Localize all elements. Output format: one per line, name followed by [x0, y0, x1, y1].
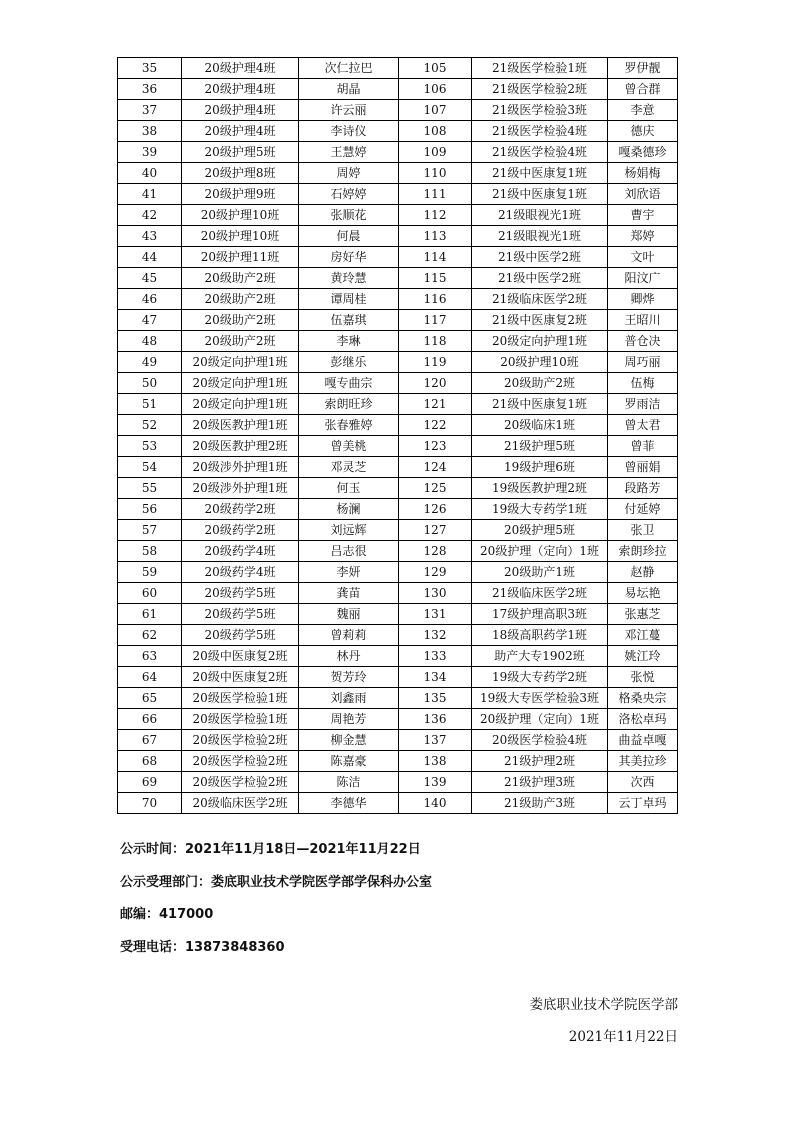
table-row: [118, 604, 678, 625]
student-name-cell: 普仓决: [608, 331, 678, 352]
row-number-cell: 127: [399, 520, 472, 541]
class-name-cell: 18级高职药学1班: [472, 625, 608, 646]
student-name-cell: 刘欣语: [608, 184, 678, 205]
row-number-cell: 124: [399, 457, 472, 478]
student-name-cell: 曾合群: [608, 79, 678, 100]
student-name-cell: 张春雅婷: [299, 415, 399, 436]
row-number-cell: 133: [399, 646, 472, 667]
student-name-cell: 伍梅: [608, 373, 678, 394]
student-name-cell: 邓江蔓: [608, 625, 678, 646]
class-name-cell: 20级护理5班: [472, 520, 608, 541]
student-name-cell: 曾菲: [608, 436, 678, 457]
row-number-cell: 55: [118, 478, 182, 499]
student-name-cell: 付延婷: [608, 499, 678, 520]
notice-phone: 受理电话：13873848360: [120, 940, 285, 955]
class-name-cell: 21级中医学2班: [472, 268, 608, 289]
table-row: [118, 751, 678, 772]
table-row: [118, 457, 678, 478]
row-number-cell: 37: [118, 100, 182, 121]
row-number-cell: 59: [118, 562, 182, 583]
row-number-cell: 135: [399, 688, 472, 709]
class-name-cell: 20级涉外护理1班: [182, 478, 299, 499]
row-number-cell: 131: [399, 604, 472, 625]
class-name-cell: 20级助产1班: [472, 562, 608, 583]
student-name-cell: 周艳芳: [299, 709, 399, 730]
class-name-cell: 20级医教护理1班: [182, 415, 299, 436]
row-number-cell: 49: [118, 352, 182, 373]
class-name-cell: 21级医学检验2班: [472, 79, 608, 100]
row-number-cell: 58: [118, 541, 182, 562]
student-name-cell: 易坛艳: [608, 583, 678, 604]
class-name-cell: 20级助产2班: [472, 373, 608, 394]
row-number-cell: 57: [118, 520, 182, 541]
roster-body: [118, 58, 678, 814]
class-name-cell: 21级医学检验3班: [472, 100, 608, 121]
table-row: [118, 667, 678, 688]
class-name-cell: 20级医学检验2班: [182, 730, 299, 751]
row-number-cell: 44: [118, 247, 182, 268]
row-number-cell: 136: [399, 709, 472, 730]
class-name-cell: 19级大专医学检验3班: [472, 688, 608, 709]
table-row: [118, 373, 678, 394]
class-name-cell: 20级护理11班: [182, 247, 299, 268]
student-name-cell: 谭周桂: [299, 289, 399, 310]
class-name-cell: 21级护理2班: [472, 751, 608, 772]
class-name-cell: 20级护理（定向）1班: [472, 709, 608, 730]
student-name-cell: 次西: [608, 772, 678, 793]
class-name-cell: 20级护理4班: [182, 100, 299, 121]
row-number-cell: 42: [118, 205, 182, 226]
class-name-cell: 19级大专药学1班: [472, 499, 608, 520]
class-name-cell: 21级中医学2班: [472, 247, 608, 268]
student-name-cell: 郑婷: [608, 226, 678, 247]
class-name-cell: 20级中医康复2班: [182, 646, 299, 667]
table-row: [118, 415, 678, 436]
student-name-cell: 李德华: [299, 793, 399, 814]
class-name-cell: 21级中医康复1班: [472, 184, 608, 205]
table-row: [118, 730, 678, 751]
table-row: [118, 100, 678, 121]
class-name-cell: 20级助产2班: [182, 268, 299, 289]
class-name-cell: 21级护理3班: [472, 772, 608, 793]
row-number-cell: 132: [399, 625, 472, 646]
row-number-cell: 113: [399, 226, 472, 247]
student-name-cell: 李诗仪: [299, 121, 399, 142]
student-name-cell: 文叶: [608, 247, 678, 268]
row-number-cell: 43: [118, 226, 182, 247]
table-row: [118, 436, 678, 457]
row-number-cell: 106: [399, 79, 472, 100]
row-number-cell: 52: [118, 415, 182, 436]
row-number-cell: 107: [399, 100, 472, 121]
table-row: [118, 268, 678, 289]
class-name-cell: 20级护理10班: [182, 226, 299, 247]
table-row: [118, 331, 678, 352]
student-name-cell: 何玉: [299, 478, 399, 499]
class-name-cell: 20级医学检验4班: [472, 730, 608, 751]
student-name-cell: 德庆: [608, 121, 678, 142]
table-row: [118, 646, 678, 667]
row-number-cell: 116: [399, 289, 472, 310]
class-name-cell: 20级临床医学2班: [182, 793, 299, 814]
student-name-cell: 次仁拉巴: [299, 58, 399, 79]
row-number-cell: 65: [118, 688, 182, 709]
class-name-cell: 20级护理（定向）1班: [472, 541, 608, 562]
row-number-cell: 140: [399, 793, 472, 814]
student-name-cell: 张悦: [608, 667, 678, 688]
signature-date: 2021年11月22日: [568, 1029, 678, 1045]
table-row: [118, 583, 678, 604]
class-name-cell: 20级护理10班: [182, 205, 299, 226]
class-name-cell: 20级药学5班: [182, 583, 299, 604]
class-name-cell: 21级临床医学2班: [472, 289, 608, 310]
class-name-cell: 20级药学5班: [182, 625, 299, 646]
row-number-cell: 39: [118, 142, 182, 163]
student-name-cell: 杨澜: [299, 499, 399, 520]
student-name-cell: 胡晶: [299, 79, 399, 100]
student-name-cell: 段路芳: [608, 478, 678, 499]
class-name-cell: 20级定向护理1班: [472, 331, 608, 352]
class-name-cell: 20级护理4班: [182, 58, 299, 79]
student-name-cell: 龚苗: [299, 583, 399, 604]
class-name-cell: 21级临床医学2班: [472, 583, 608, 604]
student-name-cell: 曾美桃: [299, 436, 399, 457]
student-name-cell: 杨娟梅: [608, 163, 678, 184]
table-row: [118, 793, 678, 814]
class-name-cell: 20级医教护理2班: [182, 436, 299, 457]
student-name-cell: 王昭川: [608, 310, 678, 331]
student-name-cell: 刘远辉: [299, 520, 399, 541]
student-name-cell: 周巧丽: [608, 352, 678, 373]
student-name-cell: 张顺花: [299, 205, 399, 226]
table-row: [118, 562, 678, 583]
student-name-cell: 李琳: [299, 331, 399, 352]
row-number-cell: 62: [118, 625, 182, 646]
student-name-cell: 曾莉莉: [299, 625, 399, 646]
table-row: [118, 163, 678, 184]
class-name-cell: 20级助产2班: [182, 310, 299, 331]
table-row: [118, 772, 678, 793]
class-name-cell: 20级涉外护理1班: [182, 457, 299, 478]
row-number-cell: 122: [399, 415, 472, 436]
student-name-cell: 陈嘉豪: [299, 751, 399, 772]
student-name-cell: 张惠芝: [608, 604, 678, 625]
row-number-cell: 36: [118, 79, 182, 100]
class-name-cell: 20级中医康复2班: [182, 667, 299, 688]
row-number-cell: 126: [399, 499, 472, 520]
table-row: [118, 205, 678, 226]
class-name-cell: 21级医学检验1班: [472, 58, 608, 79]
row-number-cell: 68: [118, 751, 182, 772]
notice-postcode: 邮编：417000: [120, 907, 214, 922]
table-row: [118, 709, 678, 730]
student-name-cell: 房好华: [299, 247, 399, 268]
row-number-cell: 120: [399, 373, 472, 394]
row-number-cell: 110: [399, 163, 472, 184]
student-name-cell: 曹宇: [608, 205, 678, 226]
class-name-cell: 21级医学检验4班: [472, 121, 608, 142]
student-name-cell: 曲益卓嘎: [608, 730, 678, 751]
row-number-cell: 51: [118, 394, 182, 415]
student-name-cell: 许云丽: [299, 100, 399, 121]
row-number-cell: 66: [118, 709, 182, 730]
class-name-cell: 21级助产3班: [472, 793, 608, 814]
row-number-cell: 47: [118, 310, 182, 331]
class-name-cell: 助产大专1902班: [472, 646, 608, 667]
table-row: [118, 625, 678, 646]
row-number-cell: 45: [118, 268, 182, 289]
student-name-cell: 索朗旺珍: [299, 394, 399, 415]
table-row: [118, 121, 678, 142]
notice-department: 公示受理部门：娄底职业技术学院医学部学保科办公室: [120, 875, 433, 890]
student-name-cell: 柳金慧: [299, 730, 399, 751]
row-number-cell: 109: [399, 142, 472, 163]
class-name-cell: 20级助产2班: [182, 289, 299, 310]
table-row: [118, 58, 678, 79]
row-number-cell: 53: [118, 436, 182, 457]
row-number-cell: 112: [399, 205, 472, 226]
student-roster-table: [117, 57, 678, 814]
row-number-cell: 70: [118, 793, 182, 814]
student-name-cell: 周婷: [299, 163, 399, 184]
student-name-cell: 姚江玲: [608, 646, 678, 667]
student-name-cell: 吕志很: [299, 541, 399, 562]
class-name-cell: 20级定向护理1班: [182, 394, 299, 415]
class-name-cell: 17级护理高职3班: [472, 604, 608, 625]
table-row: [118, 79, 678, 100]
row-number-cell: 130: [399, 583, 472, 604]
class-name-cell: 21级中医康复1班: [472, 394, 608, 415]
student-name-cell: 黄玲慧: [299, 268, 399, 289]
class-name-cell: 20级临床1班: [472, 415, 608, 436]
row-number-cell: 105: [399, 58, 472, 79]
row-number-cell: 69: [118, 772, 182, 793]
class-name-cell: 20级护理8班: [182, 163, 299, 184]
student-name-cell: 张卫: [608, 520, 678, 541]
student-name-cell: 洛松卓玛: [608, 709, 678, 730]
student-name-cell: 贺芳玲: [299, 667, 399, 688]
student-name-cell: 魏丽: [299, 604, 399, 625]
row-number-cell: 139: [399, 772, 472, 793]
row-number-cell: 60: [118, 583, 182, 604]
class-name-cell: 20级护理5班: [182, 142, 299, 163]
class-name-cell: 20级助产2班: [182, 331, 299, 352]
student-name-cell: 赵静: [608, 562, 678, 583]
student-name-cell: 罗伊靓: [608, 58, 678, 79]
row-number-cell: 48: [118, 331, 182, 352]
class-name-cell: 21级眼视光1班: [472, 226, 608, 247]
row-number-cell: 111: [399, 184, 472, 205]
class-name-cell: 20级药学2班: [182, 499, 299, 520]
row-number-cell: 46: [118, 289, 182, 310]
row-number-cell: 54: [118, 457, 182, 478]
class-name-cell: 20级护理10班: [472, 352, 608, 373]
student-name-cell: 王慧婷: [299, 142, 399, 163]
student-name-cell: 阳汶广: [608, 268, 678, 289]
row-number-cell: 38: [118, 121, 182, 142]
student-name-cell: 李意: [608, 100, 678, 121]
row-number-cell: 61: [118, 604, 182, 625]
student-name-cell: 陈洁: [299, 772, 399, 793]
student-name-cell: 嘎桑德珍: [608, 142, 678, 163]
row-number-cell: 129: [399, 562, 472, 583]
class-name-cell: 19级大专药学2班: [472, 667, 608, 688]
table-row: [118, 541, 678, 562]
student-name-cell: 邓灵芝: [299, 457, 399, 478]
row-number-cell: 121: [399, 394, 472, 415]
student-name-cell: 嘎专曲宗: [299, 373, 399, 394]
row-number-cell: 114: [399, 247, 472, 268]
class-name-cell: 20级药学5班: [182, 604, 299, 625]
student-name-cell: 其美拉珍: [608, 751, 678, 772]
class-name-cell: 20级医学检验2班: [182, 772, 299, 793]
class-name-cell: 20级医学检验1班: [182, 688, 299, 709]
class-name-cell: 21级中医康复1班: [472, 163, 608, 184]
table-row: [118, 394, 678, 415]
row-number-cell: 138: [399, 751, 472, 772]
notice-period: 公示时间：2021年11月18日—2021年11月22日: [120, 842, 421, 857]
student-name-cell: 曾丽娟: [608, 457, 678, 478]
student-name-cell: 彭继乐: [299, 352, 399, 373]
table-row: [118, 352, 678, 373]
class-name-cell: 20级定向护理1班: [182, 373, 299, 394]
class-name-cell: 20级药学2班: [182, 520, 299, 541]
row-number-cell: 123: [399, 436, 472, 457]
student-name-cell: 刘鑫雨: [299, 688, 399, 709]
table-row: [118, 499, 678, 520]
table-row: [118, 478, 678, 499]
class-name-cell: 20级护理4班: [182, 79, 299, 100]
student-name-cell: 伍嘉琪: [299, 310, 399, 331]
student-name-cell: 李妍: [299, 562, 399, 583]
signature-org: 娄底职业技术学院医学部: [529, 997, 678, 1013]
class-name-cell: 19级护理6班: [472, 457, 608, 478]
class-name-cell: 21级眼视光1班: [472, 205, 608, 226]
row-number-cell: 40: [118, 163, 182, 184]
row-number-cell: 115: [399, 268, 472, 289]
table-row: [118, 310, 678, 331]
student-name-cell: 卿烨: [608, 289, 678, 310]
row-number-cell: 134: [399, 667, 472, 688]
student-name-cell: 罗雨洁: [608, 394, 678, 415]
student-name-cell: 石婷婷: [299, 184, 399, 205]
class-name-cell: 19级医教护理2班: [472, 478, 608, 499]
table-row: [118, 520, 678, 541]
class-name-cell: 20级医学检验1班: [182, 709, 299, 730]
row-number-cell: 63: [118, 646, 182, 667]
class-name-cell: 20级医学检验2班: [182, 751, 299, 772]
row-number-cell: 67: [118, 730, 182, 751]
table-row: [118, 247, 678, 268]
row-number-cell: 119: [399, 352, 472, 373]
class-name-cell: 20级护理4班: [182, 121, 299, 142]
class-name-cell: 21级护理5班: [472, 436, 608, 457]
row-number-cell: 64: [118, 667, 182, 688]
class-name-cell: 21级中医康复2班: [472, 310, 608, 331]
student-name-cell: 格桑央宗: [608, 688, 678, 709]
table-row: [118, 184, 678, 205]
table-row: [118, 142, 678, 163]
class-name-cell: 21级医学检验4班: [472, 142, 608, 163]
row-number-cell: 41: [118, 184, 182, 205]
row-number-cell: 35: [118, 58, 182, 79]
class-name-cell: 20级护理9班: [182, 184, 299, 205]
student-name-cell: 林丹: [299, 646, 399, 667]
student-name-cell: 曾太君: [608, 415, 678, 436]
row-number-cell: 117: [399, 310, 472, 331]
row-number-cell: 137: [399, 730, 472, 751]
table-row: [118, 289, 678, 310]
row-number-cell: 108: [399, 121, 472, 142]
row-number-cell: 128: [399, 541, 472, 562]
student-name-cell: 云丁卓玛: [608, 793, 678, 814]
row-number-cell: 118: [399, 331, 472, 352]
class-name-cell: 20级药学4班: [182, 562, 299, 583]
class-name-cell: 20级定向护理1班: [182, 352, 299, 373]
row-number-cell: 125: [399, 478, 472, 499]
row-number-cell: 50: [118, 373, 182, 394]
table-row: [118, 226, 678, 247]
row-number-cell: 56: [118, 499, 182, 520]
class-name-cell: 20级药学4班: [182, 541, 299, 562]
table-row: [118, 688, 678, 709]
student-name-cell: 索朗珍拉: [608, 541, 678, 562]
student-name-cell: 何晨: [299, 226, 399, 247]
